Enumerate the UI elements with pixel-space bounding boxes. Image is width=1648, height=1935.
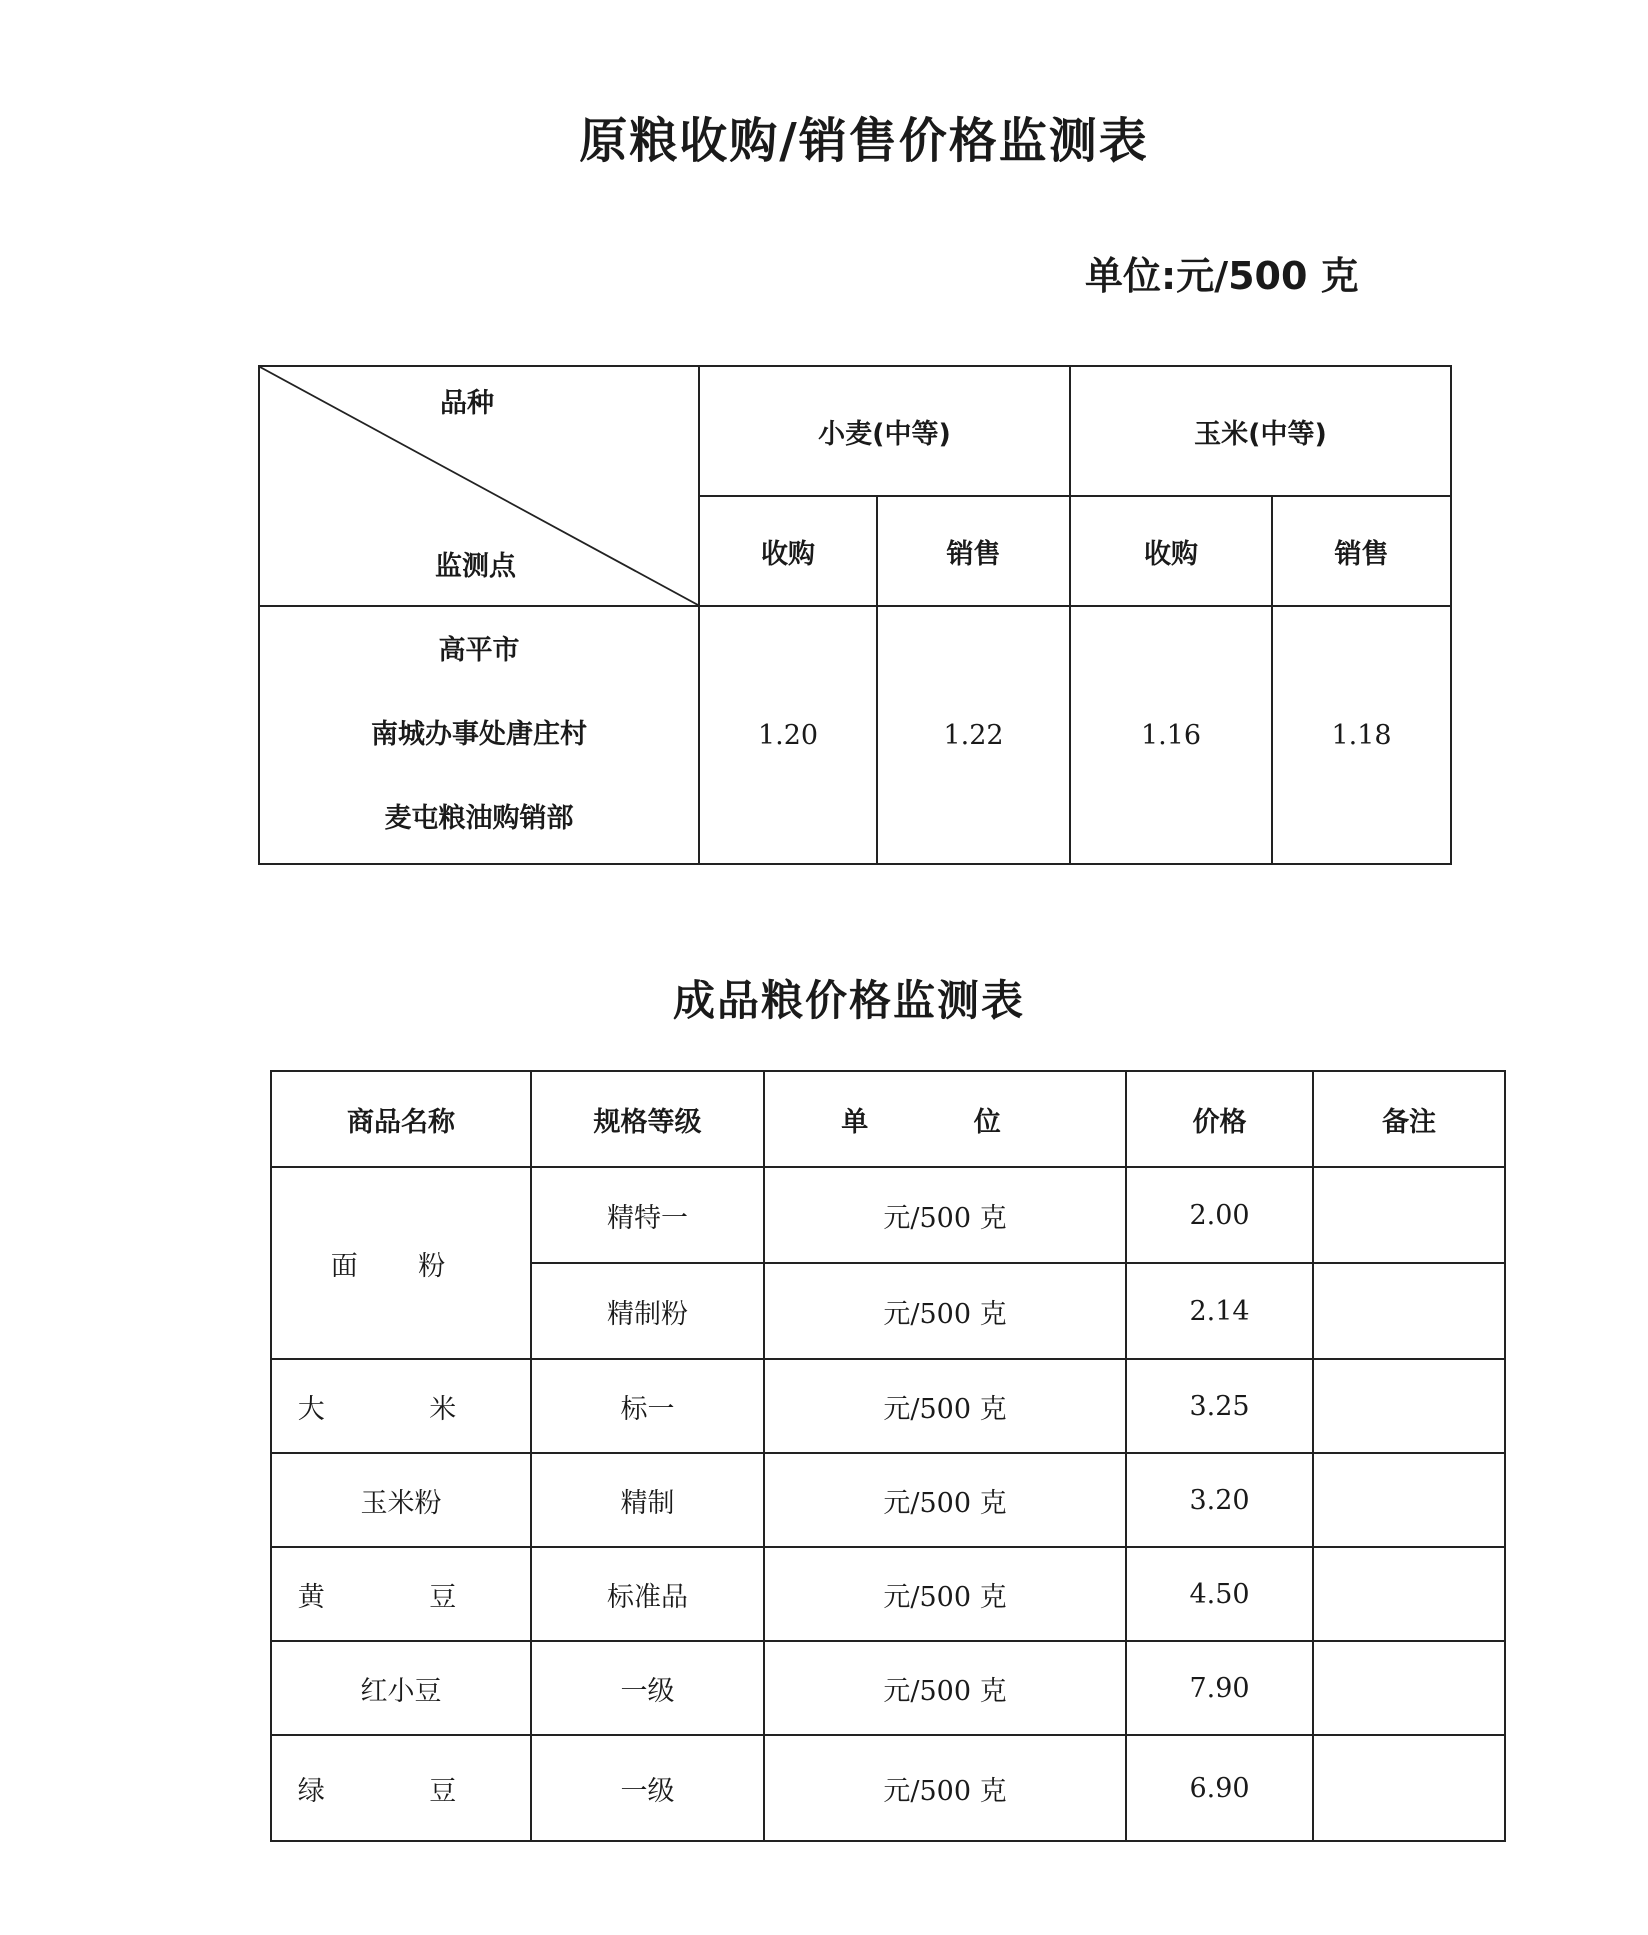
- product-unit: 元/500 克: [764, 1359, 1126, 1453]
- header-variety: 品种: [440, 388, 494, 419]
- product-price: 3.25: [1126, 1359, 1313, 1453]
- product-note: [1313, 1359, 1505, 1453]
- unit-label: 单位:元/500 克: [1085, 254, 1359, 298]
- col-header-note: 备注: [1313, 1071, 1505, 1167]
- product-name: 面 粉: [271, 1167, 531, 1359]
- header-corn-sell: 销售: [1272, 496, 1451, 606]
- table-row: [271, 1735, 1505, 1841]
- raw-grain-price-table: [258, 365, 1452, 865]
- product-unit: 元/500 克: [764, 1263, 1126, 1359]
- page-title: 原粮收购/销售价格监测表: [579, 113, 1149, 169]
- product-name: 红小豆: [271, 1641, 531, 1735]
- product-note: [1313, 1453, 1505, 1547]
- col-header-price: 价格: [1126, 1071, 1313, 1167]
- header-site: 监测点: [435, 551, 516, 582]
- product-grade: 精制粉: [531, 1263, 764, 1359]
- product-grade: 标一: [531, 1359, 764, 1453]
- product-price: 2.00: [1126, 1167, 1313, 1263]
- header-wheat-buy: 收购: [699, 496, 877, 606]
- product-price: 2.14: [1126, 1263, 1313, 1359]
- product-grade: 一级: [531, 1735, 764, 1841]
- product-price: 3.20: [1126, 1453, 1313, 1547]
- product-unit: 元/500 克: [764, 1735, 1126, 1841]
- table-row: [271, 1359, 1505, 1453]
- header-wheat: 小麦(中等): [699, 366, 1070, 496]
- table-row: [271, 1641, 1505, 1735]
- product-grade: 标准品: [531, 1547, 764, 1641]
- product-grade: 精特一: [531, 1167, 764, 1263]
- price-wheat-sell: 1.22: [877, 606, 1070, 864]
- table-row: [271, 1453, 1505, 1547]
- price-corn-sell: 1.18: [1272, 606, 1451, 864]
- product-name: 绿 豆: [271, 1735, 531, 1841]
- product-unit: 元/500 克: [764, 1641, 1126, 1735]
- product-note: [1313, 1547, 1505, 1641]
- col-header-grade: 规格等级: [531, 1071, 764, 1167]
- product-unit: 元/500 克: [764, 1167, 1126, 1263]
- site-line-3: 麦屯粮油购销部: [384, 803, 574, 834]
- table-row: [271, 1167, 1505, 1263]
- section-title: 成品粮价格监测表: [672, 976, 1025, 1025]
- site-line-1: 高平市: [438, 635, 520, 666]
- product-grade: 一级: [531, 1641, 764, 1735]
- product-note: [1313, 1641, 1505, 1735]
- product-price: 4.50: [1126, 1547, 1313, 1641]
- header-corn: 玉米(中等): [1070, 366, 1451, 496]
- table-row: [271, 1547, 1505, 1641]
- product-grade: 精制: [531, 1453, 764, 1547]
- product-note: [1313, 1167, 1505, 1263]
- product-name: 玉米粉: [271, 1453, 531, 1547]
- price-wheat-buy: 1.20: [699, 606, 877, 864]
- header-wheat-sell: 销售: [877, 496, 1070, 606]
- price-corn-buy: 1.16: [1070, 606, 1272, 864]
- monitoring-site: [259, 606, 699, 864]
- product-price: 7.90: [1126, 1641, 1313, 1735]
- product-note: [1313, 1263, 1505, 1359]
- col-header-unit: 单 位: [764, 1071, 1126, 1167]
- product-note: [1313, 1735, 1505, 1841]
- product-name: 大 米: [271, 1359, 531, 1453]
- site-line-2: 南城办事处唐庄村: [371, 719, 587, 750]
- finished-grain-price-table: [270, 1070, 1506, 1842]
- product-name: 黄 豆: [271, 1547, 531, 1641]
- col-header-name: 商品名称: [271, 1071, 531, 1167]
- product-price: 6.90: [1126, 1735, 1313, 1841]
- product-unit: 元/500 克: [764, 1453, 1126, 1547]
- diagonal-header-cell: [259, 366, 699, 606]
- product-unit: 元/500 克: [764, 1547, 1126, 1641]
- header-corn-buy: 收购: [1070, 496, 1272, 606]
